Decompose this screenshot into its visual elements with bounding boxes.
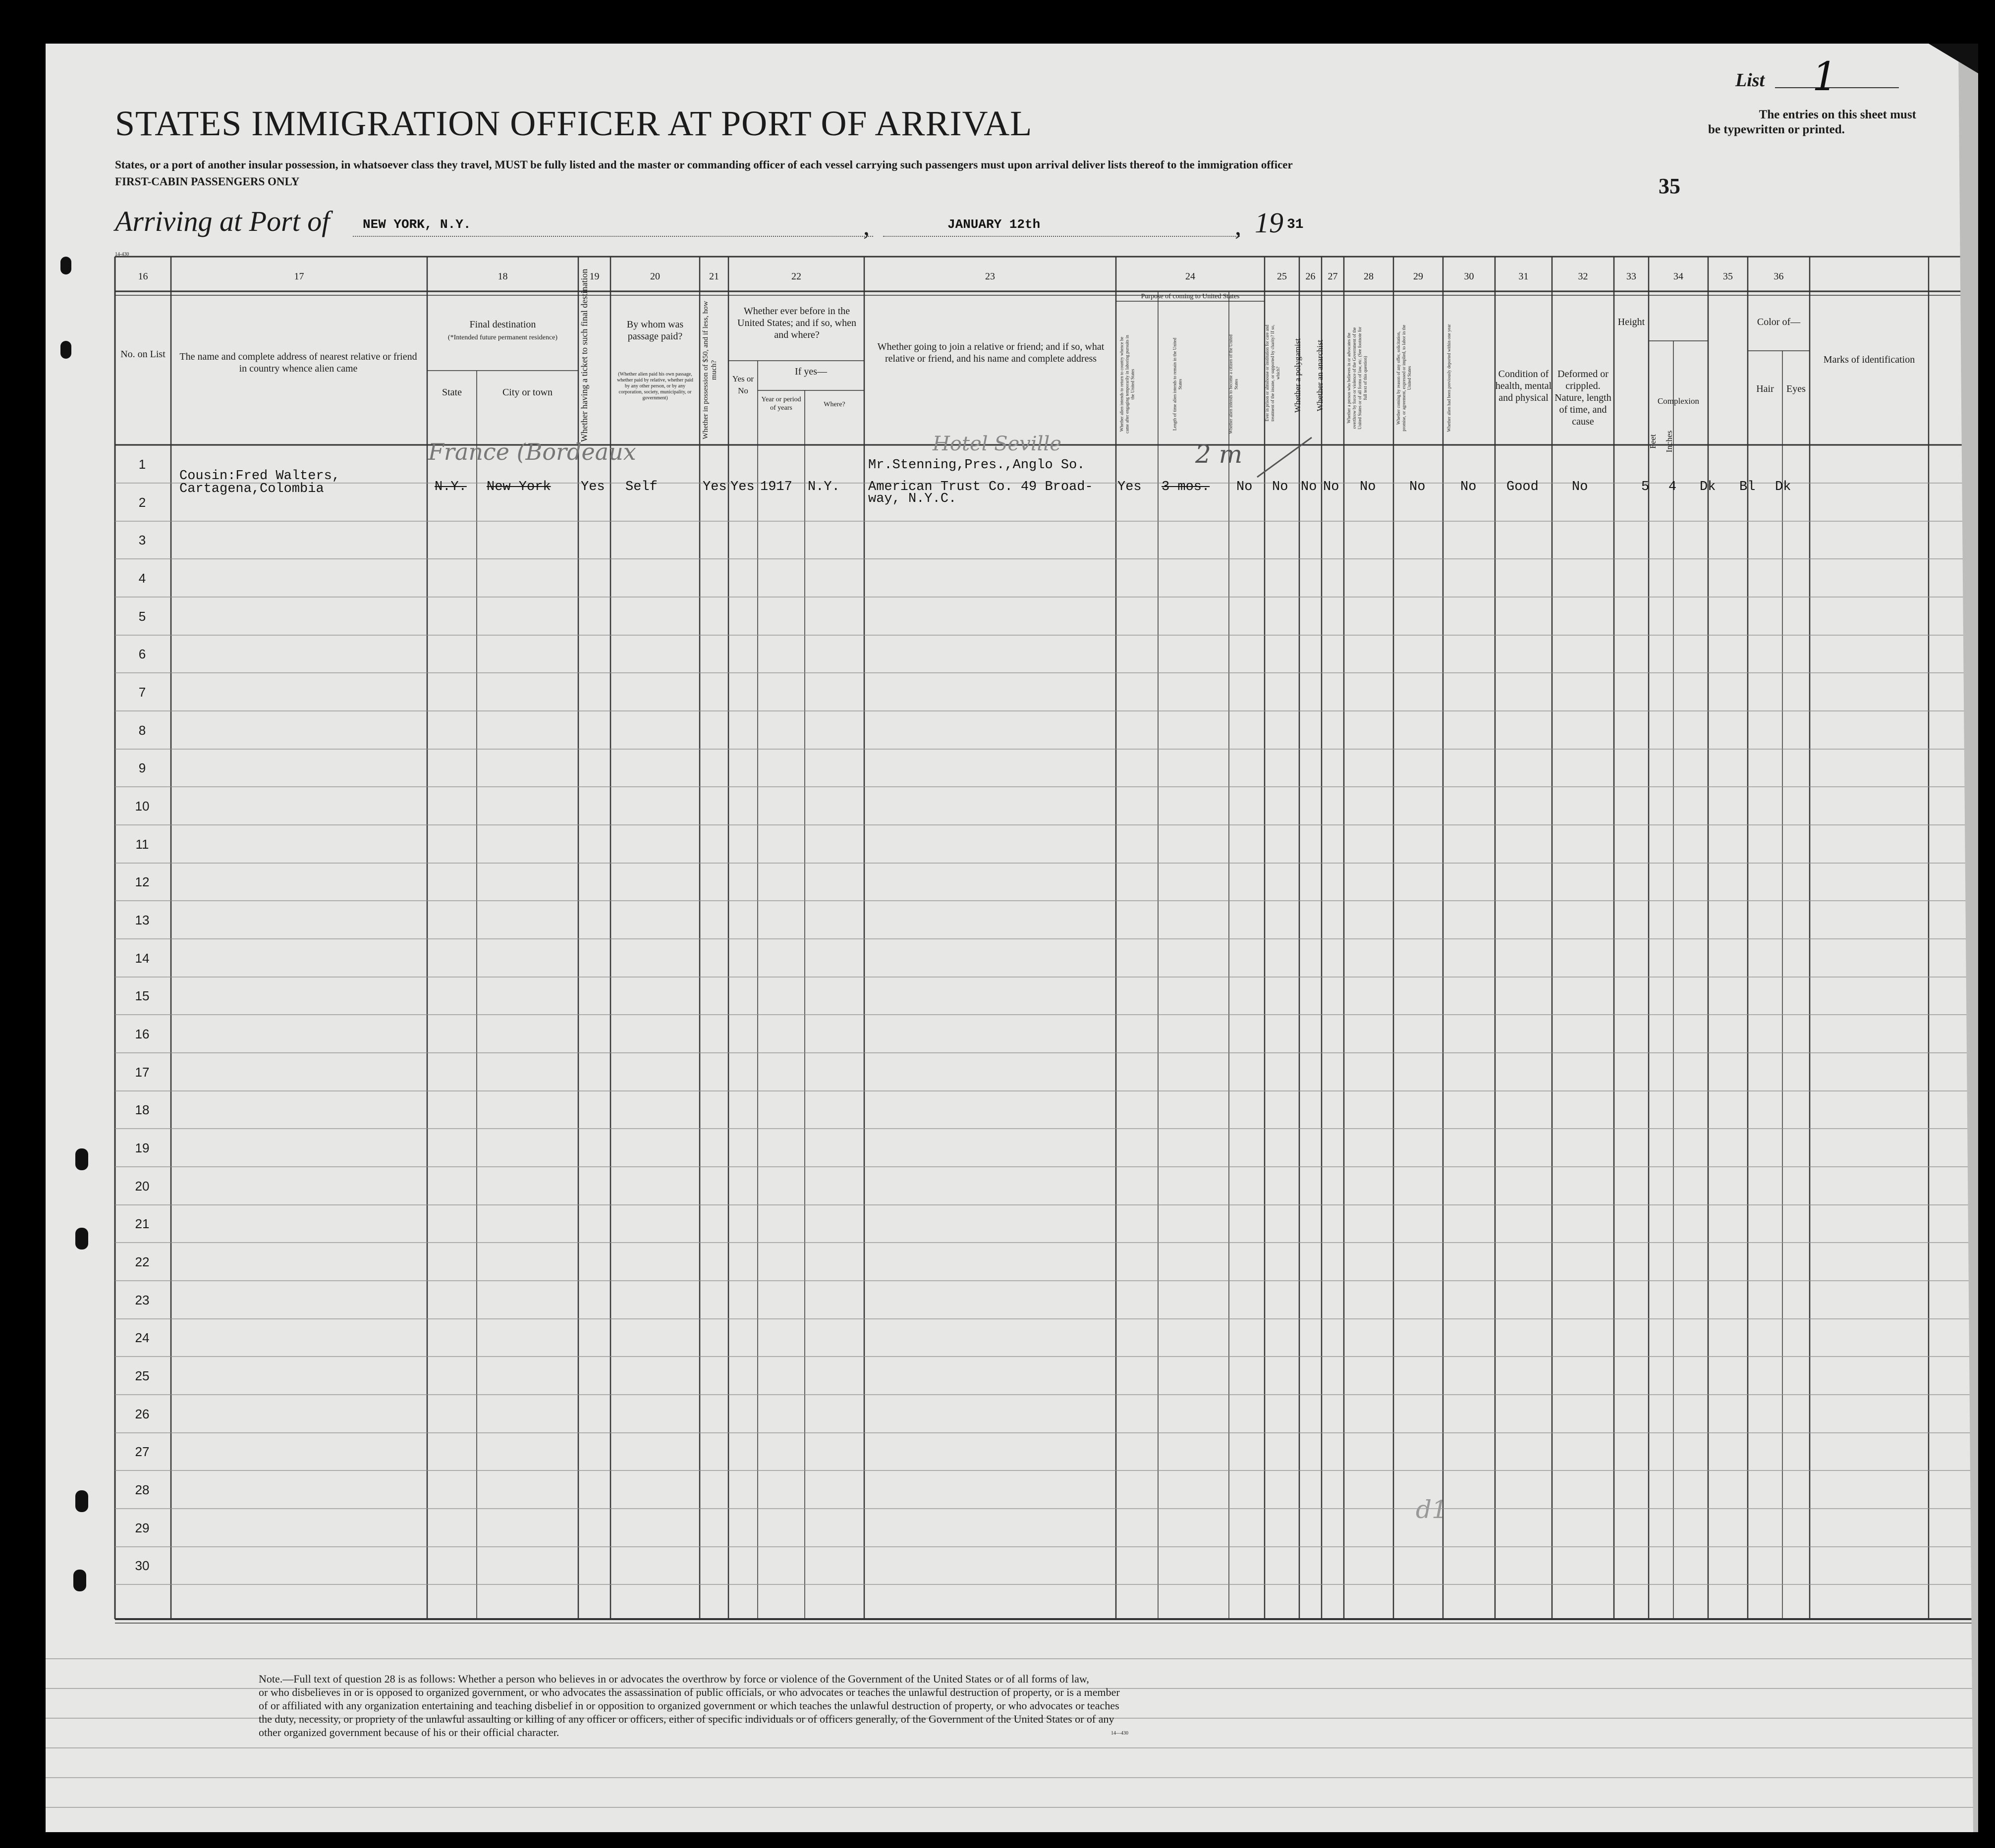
col-num-16: 16 <box>138 271 148 282</box>
footnote-line: other organized government because of his or their official character. <box>259 1726 559 1739</box>
entry-prison: No <box>1272 480 1288 494</box>
header-yes-or-no: Yes or No <box>732 374 754 395</box>
entry-join-handwritten: Hotel Seville <box>933 433 1061 455</box>
header-final-destination-note: (*Intended future permanent residence) <box>447 334 558 341</box>
row-number: 19 <box>135 1141 150 1156</box>
row-number: 12 <box>135 874 150 890</box>
entry-hair: Bl <box>1739 480 1756 494</box>
header-q29: Whether coming by reason of any offer, solicitation, promise, or agreement, expressed or implied, to labor in the United States <box>1396 325 1412 432</box>
entry-purpose-return: Yes <box>1117 480 1142 494</box>
header-health: Condition of health, mental and physical <box>1495 369 1552 403</box>
comma: , <box>863 213 870 241</box>
col-num-33: 33 <box>1626 271 1636 282</box>
header-nearest-relative: The name and complete address of nearest relative or friend in country whence alien came <box>179 351 417 374</box>
entry-inches: 4 <box>1668 480 1677 494</box>
entry-ever-before: Yes <box>730 480 755 494</box>
entry-passage: Self <box>625 480 658 494</box>
row-number: 7 <box>138 685 146 700</box>
entry-possession: Yes <box>703 480 727 494</box>
header-ever-before: Whether ever before in the United States; and if so, when and where? <box>737 306 856 340</box>
port-value: NEW YORK, N.Y. <box>363 217 471 232</box>
col-num-28: 28 <box>1364 271 1374 282</box>
footnote <box>259 1672 1120 1739</box>
header-color-of: Color of— <box>1757 317 1801 327</box>
col-num-26: 26 <box>1305 271 1316 282</box>
row-number: 24 <box>135 1330 150 1346</box>
entry-where: N.Y. <box>808 480 840 494</box>
header-passage-paid-note: (Whether alien paid his own passage, whether paid by relative, whether paid by any other person, or by any corporation, society, municipality, or government) <box>617 372 693 401</box>
entry-q28: No <box>1360 480 1376 494</box>
row-number: 11 <box>135 836 149 852</box>
entry-complexion: Dk <box>1700 480 1716 494</box>
header-q28: Whether a person who believes in or advocates the overthrow by force or violence of the Government of the United States or of all forms of law, etc. (See footnote for full text of this question) <box>1346 326 1368 430</box>
header-complexion: Complexion <box>1657 396 1700 406</box>
header-purpose-return: Whether alien intends to return to country whence he came after engaging temporarily in laboring pursuits in the United States <box>1119 335 1135 434</box>
row-number: 9 <box>138 761 146 776</box>
first-cabin-label: FIRST-CABIN PASSENGERS ONLY <box>115 175 300 188</box>
col-num-31: 31 <box>1518 271 1529 282</box>
entry-anarchist: No <box>1323 480 1339 494</box>
comma: , <box>1235 213 1241 241</box>
entry-length-typed: 3 mos. <box>1162 480 1210 494</box>
header-passage-paid: By whom was passage paid? <box>626 319 684 342</box>
entry-q29: No <box>1409 480 1426 494</box>
header-where: Where? <box>824 401 845 408</box>
header-hair: Hair <box>1756 383 1774 394</box>
header-deformed: Deformed or crippled. Nature, length of time, and cause <box>1554 369 1611 427</box>
entry-city: New York <box>487 480 551 494</box>
col-num-35: 35 <box>1723 271 1733 282</box>
sheet-number: 35 <box>1659 174 1680 198</box>
col-num-19: 19 <box>589 271 600 282</box>
entry-q30: No <box>1460 480 1477 494</box>
entry-deformed: No <box>1572 480 1588 494</box>
handwritten-stroke <box>1255 435 1314 480</box>
row-number: 5 <box>138 608 146 624</box>
row-number: 17 <box>135 1064 150 1080</box>
row-number: 27 <box>135 1444 150 1460</box>
footnote-line: Note.—Full text of question 28 is as follows: Whether a person who believes in or advocates the overthrow by force or violence of the Government of the United States or of all forms of law, <box>259 1673 1089 1685</box>
entry-health: Good <box>1506 480 1539 494</box>
row-number: 28 <box>135 1482 150 1498</box>
header-state: State <box>442 387 462 398</box>
col-num-20: 20 <box>650 271 660 282</box>
row-number: 13 <box>135 913 150 928</box>
col-num-30: 30 <box>1464 271 1474 282</box>
manifest-sheet <box>46 44 1978 1832</box>
row-number: 4 <box>138 571 146 586</box>
header-no-on-list: No. on List <box>120 349 166 360</box>
entry-state: N.Y. <box>435 480 467 494</box>
entry-ticket: Yes <box>581 480 605 494</box>
form-subtitle: States, or a port of another insular possession, in whatsoever class they travel, MUST be fully listed and the master or commanding officer of each vessel carrying such passengers must upon arrival deliver lists thereof to the immigration officer <box>115 159 1293 171</box>
form-code: 14-430 <box>115 252 129 257</box>
row-number: 3 <box>138 533 146 548</box>
col-num-32: 32 <box>1578 271 1588 282</box>
row-number: 22 <box>135 1254 150 1270</box>
row-number: 26 <box>135 1406 150 1421</box>
row-number: 30 <box>135 1558 150 1574</box>
header-final-destination: Final destination <box>469 319 536 330</box>
col-num-22: 22 <box>791 271 801 282</box>
header-purpose-citizen: Whether alien intends to become a citizen of the United States <box>1228 334 1239 434</box>
entry-destination-handwritten: France (Bordeaux <box>428 438 636 465</box>
entry-join-line2: American Trust Co. 49 Broad- <box>868 480 1093 494</box>
header-possession-50: Whether in possession of $50, and if less, how much? <box>702 301 718 439</box>
entry-relative-line2: Cartagena,Colombia <box>179 482 324 496</box>
year-suffix: 31 <box>1287 217 1304 232</box>
header-purpose-length: Length of time alien intends to remain in the United States <box>1172 337 1183 431</box>
entries-note-2: be typewritten or printed. <box>1708 123 1845 136</box>
header-if-yes: If yes— <box>795 366 827 377</box>
entry-eyes: Dk <box>1775 480 1791 494</box>
date-value: JANUARY 12th <box>947 217 1041 232</box>
header-purpose: Purpose of coming to United States <box>1141 293 1240 300</box>
list-label: List <box>1735 70 1765 91</box>
col-num-34: 34 <box>1673 271 1683 282</box>
row-number: 16 <box>135 1027 150 1042</box>
row-number: 25 <box>135 1368 150 1384</box>
row-number: 29 <box>135 1520 150 1535</box>
entry-citizen: No <box>1236 480 1253 494</box>
row-number: 18 <box>135 1102 150 1118</box>
year-prefix: 19 <box>1255 207 1283 239</box>
entry-join-line1: Mr.Stenning,Pres.,Anglo So. <box>868 458 1085 473</box>
footnote-line: of or affiliated with any organization entertaining and teaching disbelief in or opposition to organized government or which teaches the unlawful destruction of property, or who advocates or teaches <box>259 1699 1119 1712</box>
row-number: 8 <box>138 722 146 738</box>
list-number: 1 <box>1812 54 1837 100</box>
row-number: 15 <box>135 988 150 1004</box>
entry-year: 1917 <box>760 480 792 494</box>
header-marks: Marks of identification <box>1823 354 1915 365</box>
header-ticket: Whether having a ticket to such final destination <box>579 269 589 442</box>
entry-feet: 5 <box>1641 480 1650 494</box>
header-anarchist: Whether an anarchist <box>1315 339 1325 412</box>
col-num-21: 21 <box>709 271 719 282</box>
row-number: 10 <box>135 799 150 814</box>
arriving-label: Arriving at Port of <box>115 205 330 237</box>
col-num-23: 23 <box>985 271 995 282</box>
form-title: STATES IMMIGRATION OFFICER AT PORT OF ARRIVAL <box>115 104 1033 143</box>
col-num-36: 36 <box>1773 271 1784 282</box>
header-prison: Ever in prison or almshouse or institution for care and treatment of the insane, or supported by charity? If so, which? <box>1265 325 1280 422</box>
row-number: 14 <box>135 950 150 966</box>
footnote-line: or who disbelieves in or is opposed to organized government, or who advocates the assassination of public officials, or who advocates or teaches the unlawful destruction of property, or is a member <box>259 1686 1120 1698</box>
row-number: 2 <box>138 494 146 510</box>
header-joining-relative: Whether going to join a relative or friend; and if so, what relative or friend, and his name and complete address <box>877 341 1105 364</box>
header-inches: Inches <box>1664 430 1674 453</box>
entry-polygamist: No <box>1301 480 1317 494</box>
row-number: 20 <box>135 1178 150 1194</box>
footnote-code: 14—430 <box>1111 1731 1128 1736</box>
entry-join-line3: way, N.Y.C. <box>868 491 957 506</box>
header-q30: Whether alien had been previously deported within one year <box>1446 324 1451 432</box>
col-num-25: 25 <box>1277 271 1287 282</box>
col-num-24: 24 <box>1185 271 1195 282</box>
entry-relative-line1: Cousin:Fred Walters, <box>179 469 340 484</box>
header-polygamist: Whether a polygamist <box>1293 338 1302 413</box>
row-number: 23 <box>135 1292 150 1307</box>
row-number: 6 <box>138 647 146 662</box>
col-num-18: 18 <box>498 271 508 282</box>
margin-mark: d1 <box>1416 1495 1447 1524</box>
col-num-29: 29 <box>1413 271 1423 282</box>
header-city-or-town: City or town <box>502 387 553 398</box>
header-year-or-period: Year or period of years <box>761 396 801 412</box>
entry-length-handwritten: 2 m <box>1195 440 1243 469</box>
col-num-17: 17 <box>294 271 304 282</box>
header-feet: Feet <box>1648 434 1658 449</box>
header-eyes: Eyes <box>1786 383 1806 394</box>
header-height: Height <box>1617 317 1645 327</box>
footnote-line: the duty, necessity, or propriety of the unlawful assaulting or killing of any officer or officers, either of specific individuals or of officers generally, of the Government of the United States or of any <box>259 1713 1114 1725</box>
row-number: 21 <box>135 1216 150 1232</box>
entries-note-1: The entries on this sheet must <box>1759 108 1916 121</box>
col-num-27: 27 <box>1328 271 1338 282</box>
row-number: 1 <box>138 457 146 472</box>
table-grid <box>46 44 1978 1832</box>
